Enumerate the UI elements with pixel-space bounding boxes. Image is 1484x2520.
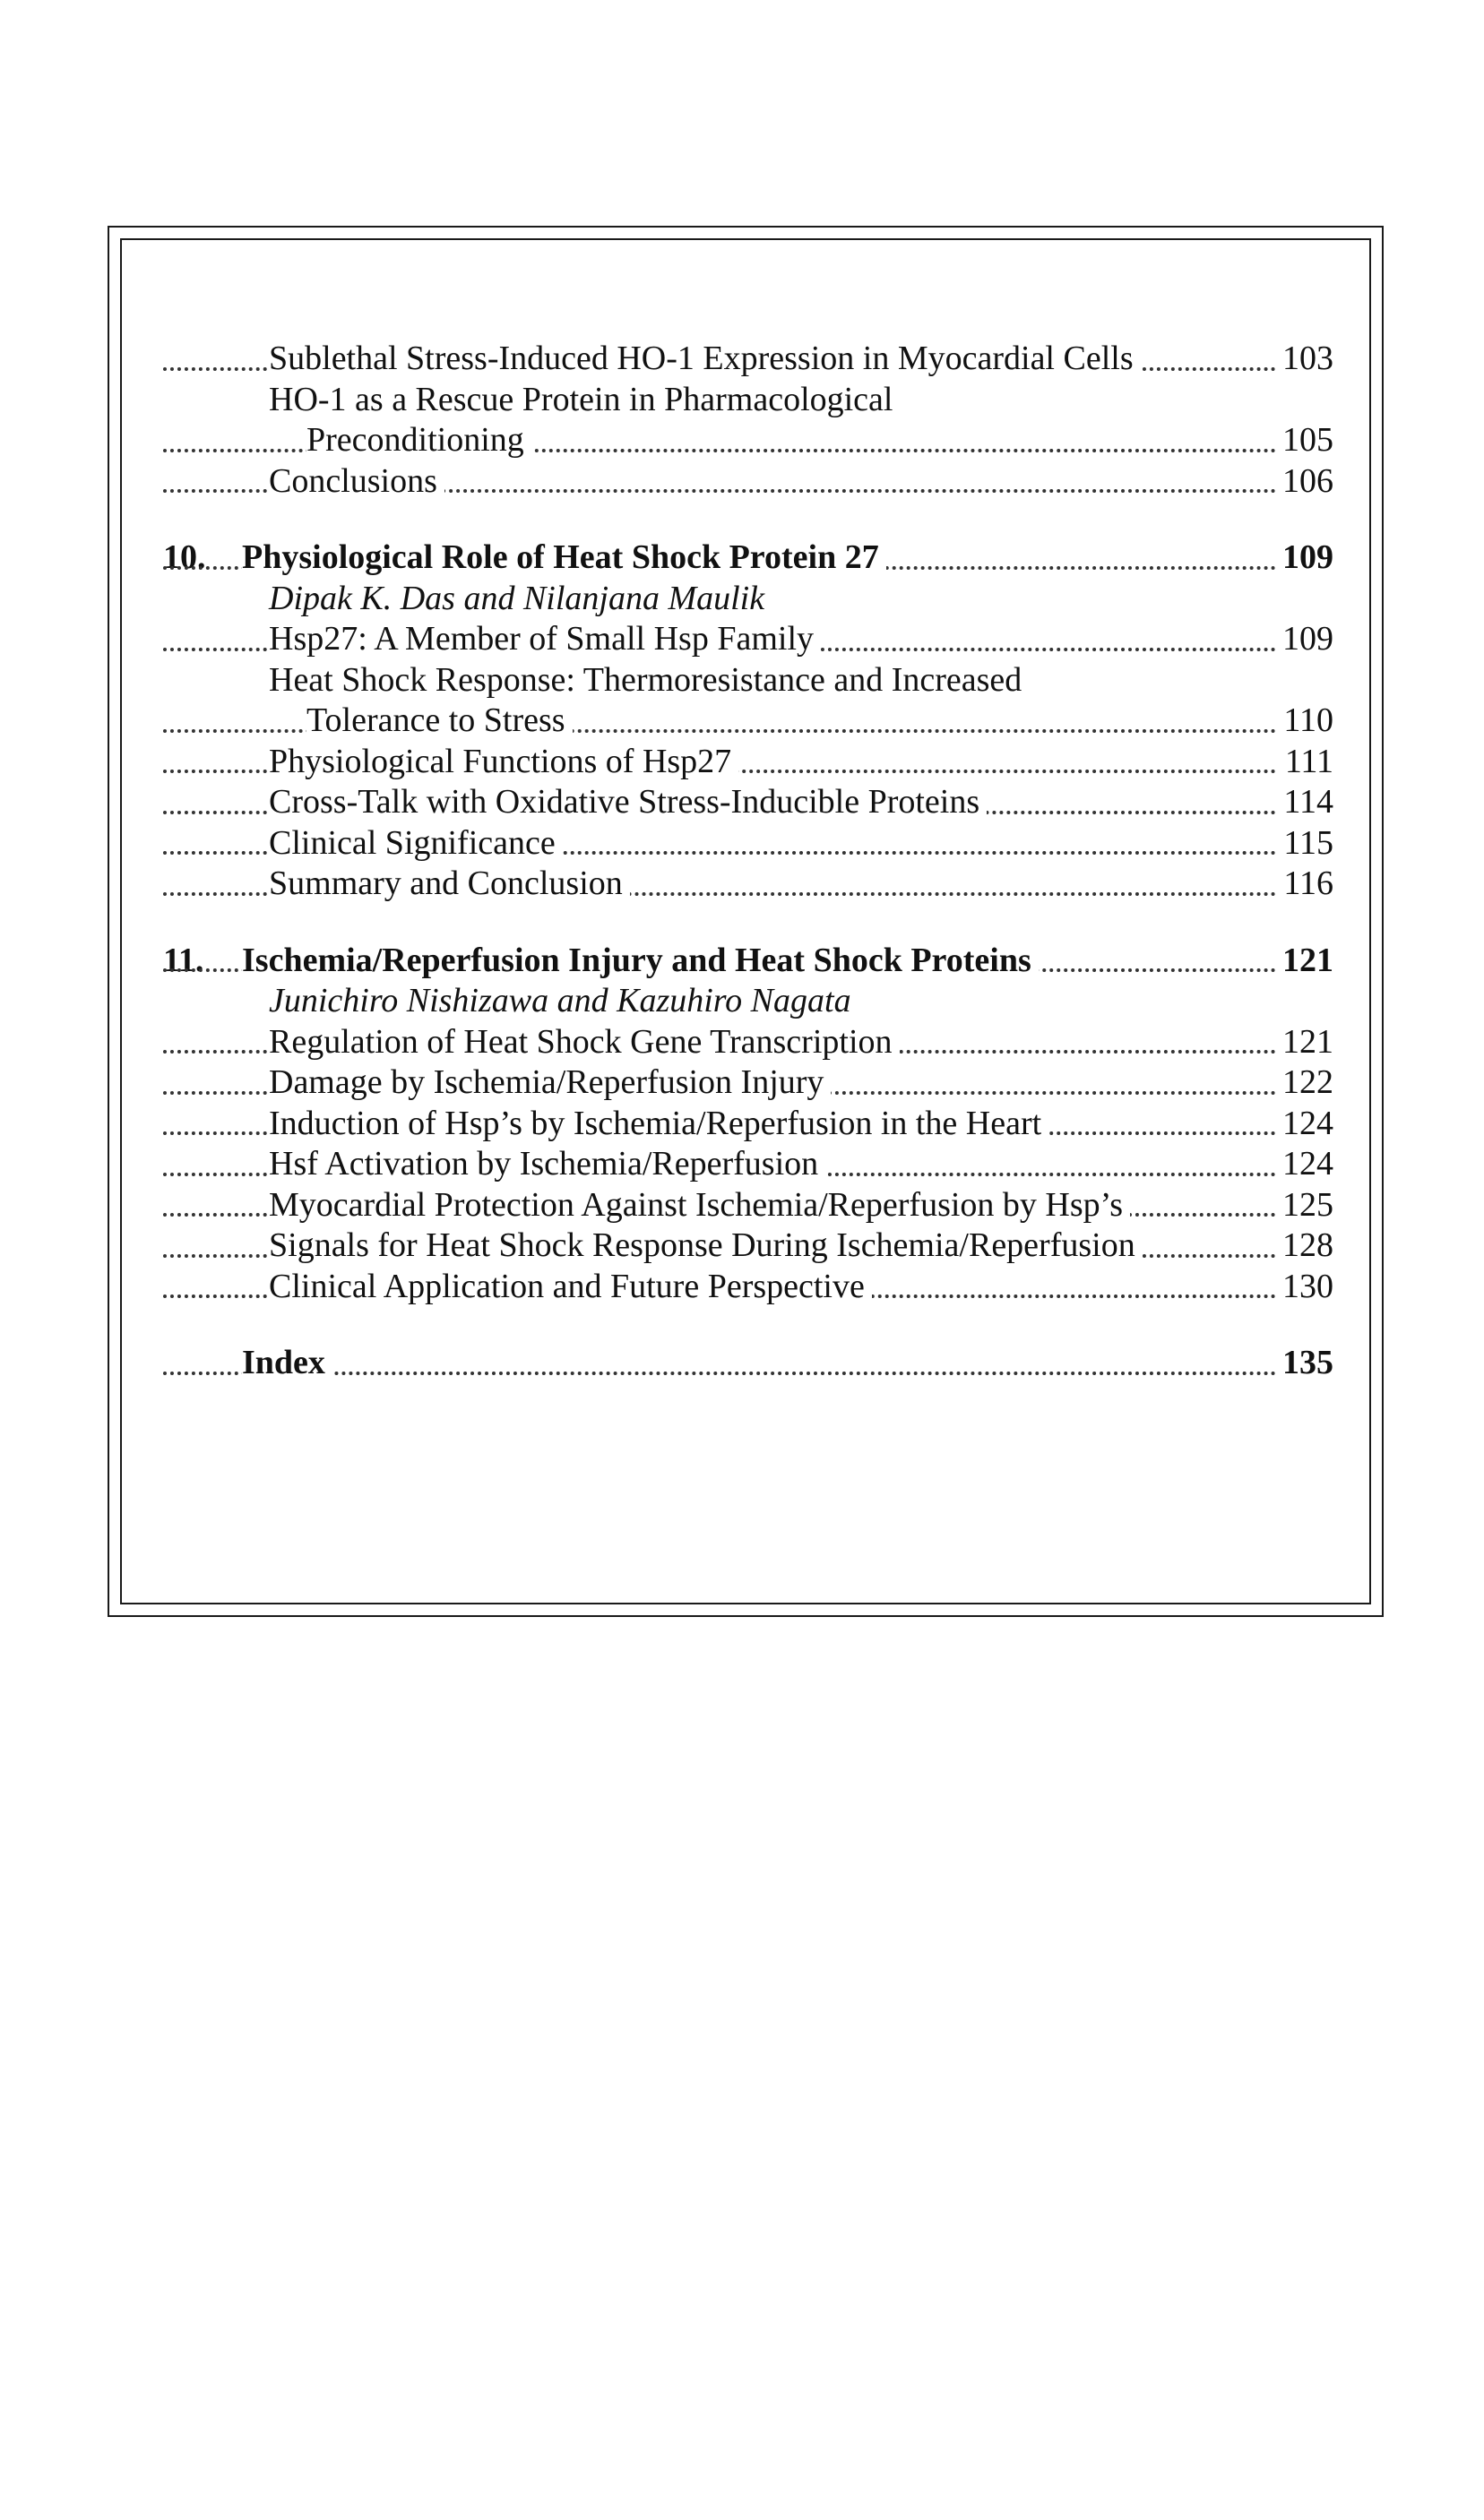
toc-entry[interactable] (163, 1226, 1333, 1267)
toc-entry-page: 106 (1275, 461, 1333, 503)
toc-entry-page: 110 (1276, 701, 1333, 742)
toc-entry[interactable] (163, 1022, 1333, 1063)
index-entry[interactable] (163, 1343, 1333, 1384)
toc-entry[interactable] (163, 742, 1333, 783)
chapter-heading[interactable] (163, 941, 1333, 982)
toc-entry[interactable] (163, 1267, 1333, 1308)
toc-entry[interactable] (163, 701, 1333, 742)
author-names: Junichiro Nishizawa and Kazuhiro Nagata (269, 981, 858, 1022)
toc-entry-title: Damage by Ischemia/Reperfusion Injury (269, 1062, 831, 1104)
toc-entry-page: 103 (1275, 339, 1333, 380)
chapter-authors (163, 579, 1333, 620)
toc-entry[interactable] (163, 619, 1333, 660)
chapter-number: 10. (163, 538, 206, 576)
index-page: 135 (1275, 1343, 1333, 1384)
chapter-title: Ischemia/Reperfusion Injury and Heat Shock Proteins (242, 941, 1039, 982)
toc-entry[interactable] (163, 461, 1333, 503)
toc-entry-page: 124 (1275, 1144, 1333, 1185)
toc-entry-page: 130 (1275, 1267, 1333, 1308)
spacer (163, 502, 1333, 538)
toc-entry[interactable] (163, 339, 1333, 380)
toc-entry-title: HO-1 as a Rescue Protein in Pharmacological (269, 380, 900, 421)
toc-entry-title: Regulation of Heat Shock Gene Transcription (269, 1022, 900, 1063)
toc-entry-title: Heat Shock Response: Thermoresistance and Increased (269, 660, 1029, 701)
toc-entry[interactable] (163, 420, 1333, 461)
toc-entry-title: Hsp27: A Member of Small Hsp Family (269, 619, 821, 660)
chapter-title: Physiological Role of Heat Shock Protein 27 (242, 538, 886, 579)
toc-entry[interactable] (163, 660, 1333, 701)
chapter-page: 109 (1275, 538, 1333, 579)
toc-entry-page: 121 (1275, 1022, 1333, 1063)
toc-entry-page: 122 (1275, 1062, 1333, 1104)
toc-entry-page: 105 (1275, 420, 1333, 461)
toc-entry-page: 116 (1276, 864, 1333, 905)
spacer (163, 1307, 1333, 1343)
toc-entry[interactable] (163, 823, 1333, 864)
toc-entry-title: Physiological Functions of Hsp27 (269, 742, 738, 783)
toc-entry[interactable] (163, 1062, 1333, 1104)
chapter-page: 121 (1275, 941, 1333, 982)
toc-entry-title: Preconditioning (306, 420, 531, 461)
author-names: Dipak K. Das and Nilanjana Maulik (269, 579, 772, 620)
toc-entry[interactable] (163, 864, 1333, 905)
toc-entry-title: Induction of Hsp’s by Ischemia/Reperfusion in the Heart (269, 1104, 1048, 1145)
toc-entry-page: 124 (1275, 1104, 1333, 1145)
toc-entry-title: Conclusions (269, 461, 444, 503)
toc-entry[interactable] (163, 1104, 1333, 1145)
toc-entry[interactable] (163, 1185, 1333, 1226)
toc-entry-title: Myocardial Protection Against Ischemia/Reperfusion by Hsp’s (269, 1185, 1130, 1226)
toc-entry-title: Sublethal Stress-Induced HO-1 Expression in Myocardial Cells (269, 339, 1141, 380)
toc-entry-title: Signals for Heat Shock Response During Ischemia/Reperfusion (269, 1226, 1143, 1267)
toc-entry[interactable] (163, 782, 1333, 823)
toc-entry-page: 114 (1276, 782, 1333, 823)
chapter-number: 11. (163, 941, 204, 979)
dot-leader (163, 1372, 1333, 1375)
index-title: Index (242, 1343, 332, 1384)
toc-entry-title: Clinical Significance (269, 823, 563, 864)
toc-entry[interactable] (163, 1144, 1333, 1185)
toc-entry-page: 111 (1278, 742, 1333, 783)
toc-entry[interactable] (163, 380, 1333, 421)
toc-entry-page: 125 (1275, 1185, 1333, 1226)
toc-entry-title: Clinical Application and Future Perspective (269, 1267, 872, 1308)
toc-entry-page: 109 (1275, 619, 1333, 660)
table-of-contents (163, 339, 1333, 1384)
chapter-authors (163, 981, 1333, 1022)
toc-entry-title: Tolerance to Stress (306, 701, 573, 742)
spacer (163, 905, 1333, 941)
toc-entry-title: Summary and Conclusion (269, 864, 630, 905)
chapter-heading[interactable] (163, 538, 1333, 579)
toc-entry-page: 115 (1276, 823, 1333, 864)
toc-entry-title: Hsf Activation by Ischemia/Reperfusion (269, 1144, 825, 1185)
toc-entry-title: Cross-Talk with Oxidative Stress-Inducible Proteins (269, 782, 987, 823)
toc-entry-page: 128 (1275, 1226, 1333, 1267)
